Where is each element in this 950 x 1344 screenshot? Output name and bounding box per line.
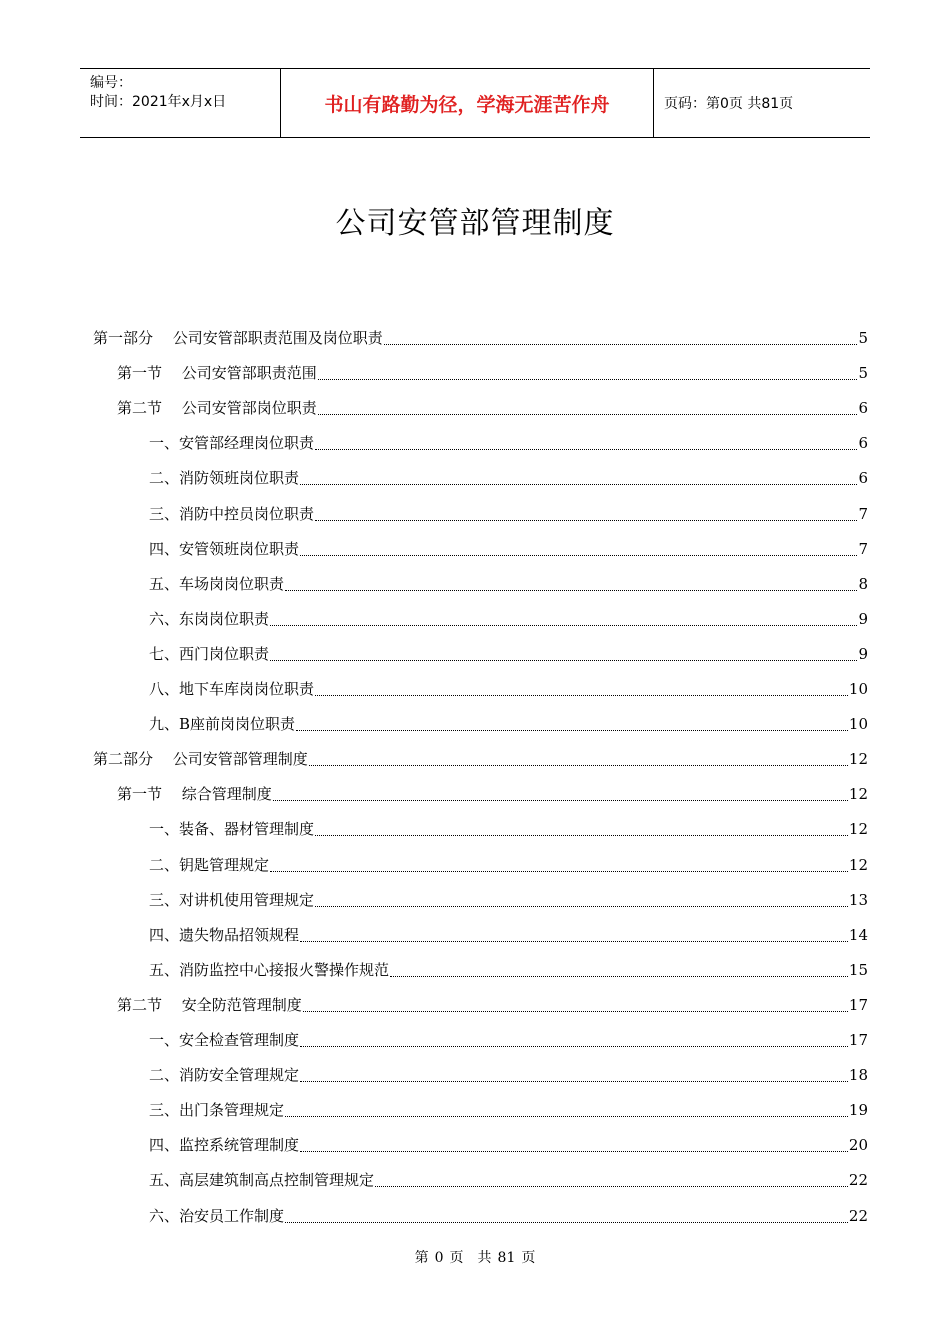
toc-entry-label: 四、监控系统管理制度 — [149, 1136, 300, 1154]
toc-entry-page: 15 — [848, 961, 868, 979]
footer-total-pages: 81 — [497, 1250, 516, 1266]
toc-entry[interactable] — [117, 783, 868, 818]
toc-entry-label: 第二节 安全防范管理制度 — [117, 996, 302, 1014]
toc-entry-page: 5 — [858, 329, 868, 347]
toc-entry[interactable] — [149, 608, 868, 643]
toc-leader-dots — [300, 537, 857, 556]
toc-entry-page: 13 — [848, 891, 868, 909]
toc-entry-label: 第一部分 公司安管部职责范围及岗位职责 — [93, 329, 383, 347]
toc-entry-label: 一、安全检查管理制度 — [149, 1031, 300, 1049]
toc-entry-page: 6 — [858, 434, 868, 452]
toc-entry[interactable] — [149, 889, 868, 924]
toc-entry[interactable] — [149, 924, 868, 959]
toc-entry-page: 12 — [848, 856, 868, 874]
toc-leader-dots — [384, 326, 858, 345]
toc-entry-page: 10 — [848, 715, 868, 733]
toc-entry-page: 22 — [848, 1207, 868, 1225]
toc-leader-dots — [300, 466, 857, 485]
document-number-label: 编号： — [90, 75, 132, 91]
toc-leader-dots — [315, 817, 848, 836]
toc-entry-page: 7 — [858, 505, 868, 523]
toc-leader-dots — [270, 607, 857, 626]
toc-entry-page: 12 — [848, 750, 868, 768]
toc-entry-page: 6 — [858, 469, 868, 487]
toc-entry[interactable] — [149, 959, 868, 994]
toc-leader-dots — [315, 431, 857, 450]
toc-entry-page: 17 — [848, 996, 868, 1014]
toc-entry[interactable] — [149, 818, 868, 853]
header-meta-cell — [80, 69, 281, 137]
toc-leader-dots — [300, 1063, 848, 1082]
header-motto: 书山有路勤为径，学海无涯苦作舟 — [281, 69, 654, 137]
toc-leader-dots — [285, 572, 857, 591]
toc-entry-label: 第二部分 公司安管部管理制度 — [93, 750, 308, 768]
toc-leader-dots — [309, 747, 848, 766]
toc-entry-label: 六、东岗岗位职责 — [149, 610, 270, 628]
toc-entry-page: 9 — [858, 645, 868, 663]
footer-suffix: 页 — [521, 1250, 536, 1266]
toc-entry[interactable] — [149, 1099, 868, 1134]
toc-leader-dots — [300, 1028, 848, 1047]
toc-entry[interactable] — [149, 1029, 868, 1064]
toc-entry[interactable] — [149, 643, 868, 678]
toc-entry-label: 二、钥匙管理规定 — [149, 856, 270, 874]
toc-entry-label: 二、消防领班岗位职责 — [149, 469, 300, 487]
toc-entry[interactable] — [117, 397, 868, 432]
toc-leader-dots — [270, 642, 857, 661]
page-footer — [0, 1247, 950, 1267]
toc-entry-label: 八、地下车库岗岗位职责 — [149, 680, 315, 698]
toc-leader-dots — [285, 1098, 848, 1117]
toc-leader-dots — [273, 782, 848, 801]
toc-entry-page: 18 — [848, 1066, 868, 1084]
toc-entry-label: 第二节 公司安管部岗位职责 — [117, 399, 317, 417]
document-title: 公司安管部管理制度 — [335, 206, 615, 241]
toc-entry[interactable] — [117, 994, 868, 1029]
toc-leader-dots — [285, 1204, 848, 1223]
toc-entry-label: 九、B座前岗岗位职责 — [149, 715, 296, 733]
toc-leader-dots — [300, 1133, 848, 1152]
toc-entry-label: 五、高层建筑制高点控制管理规定 — [149, 1171, 375, 1189]
header-page-info: 页码：第0页 共81页 — [664, 96, 794, 112]
toc-entry-page: 8 — [858, 575, 868, 593]
toc-entry[interactable] — [149, 678, 868, 713]
toc-entry[interactable] — [149, 713, 868, 748]
toc-leader-dots — [318, 396, 858, 415]
toc-entry-page: 12 — [848, 785, 868, 803]
toc-entry-page: 20 — [848, 1136, 868, 1154]
toc-leader-dots — [315, 677, 848, 696]
toc-entry[interactable] — [149, 538, 868, 573]
toc-entry[interactable] — [93, 748, 868, 783]
toc-leader-dots — [300, 923, 848, 942]
toc-entry-page: 22 — [848, 1171, 868, 1189]
toc-entry[interactable] — [149, 467, 868, 502]
toc-entry-label: 五、车场岗岗位职责 — [149, 575, 285, 593]
toc-entry-label: 四、遗失物品招领规程 — [149, 926, 300, 944]
toc-entry[interactable] — [149, 503, 868, 538]
toc-entry-label: 一、安管部经理岗位职责 — [149, 434, 315, 452]
toc-entry-page: 17 — [848, 1031, 868, 1049]
footer-middle: 页 共 — [449, 1250, 492, 1266]
toc-entry[interactable] — [149, 854, 868, 889]
toc-entry-label: 三、出门条管理规定 — [149, 1101, 285, 1119]
toc-entry-page: 7 — [858, 540, 868, 558]
toc-entry-page: 12 — [848, 820, 868, 838]
toc-entry-label: 三、消防中控员岗位职责 — [149, 505, 315, 523]
toc-entry-label: 第一节 综合管理制度 — [117, 785, 272, 803]
toc-entry-label: 六、治安员工作制度 — [149, 1207, 285, 1225]
toc-entry-label: 第一节 公司安管部职责范围 — [117, 364, 317, 382]
toc-entry-label: 四、安管领班岗位职责 — [149, 540, 300, 558]
toc-entry-page: 14 — [848, 926, 868, 944]
toc-entry-page: 6 — [858, 399, 868, 417]
toc-entry-page: 5 — [858, 364, 868, 382]
toc-leader-dots — [318, 361, 858, 380]
toc-leader-dots — [390, 958, 848, 977]
toc-entry[interactable] — [149, 432, 868, 467]
toc-entry-page: 10 — [848, 680, 868, 698]
toc-entry[interactable] — [149, 1205, 868, 1240]
toc-entry-page: 9 — [858, 610, 868, 628]
toc-entry-label: 三、对讲机使用管理规定 — [149, 891, 315, 909]
toc-leader-dots — [375, 1168, 848, 1187]
toc-entry-label: 一、装备、器材管理制度 — [149, 820, 315, 838]
toc-entry[interactable] — [149, 1064, 868, 1099]
footer-current-page: 0 — [434, 1250, 444, 1266]
page-header — [80, 68, 870, 138]
toc-leader-dots — [315, 502, 857, 521]
toc-leader-dots — [270, 853, 848, 872]
toc-entry-page: 19 — [848, 1101, 868, 1119]
toc-entry-label: 五、消防监控中心接报火警操作规范 — [149, 961, 390, 979]
toc-leader-dots — [303, 993, 848, 1012]
footer-prefix: 第 — [414, 1250, 429, 1266]
toc-entry[interactable] — [149, 1169, 868, 1204]
toc-entry[interactable] — [117, 362, 868, 397]
toc-entry-label: 二、消防安全管理规定 — [149, 1066, 300, 1084]
toc-leader-dots — [315, 888, 848, 907]
toc-entry[interactable] — [93, 327, 868, 362]
document-time-label: 时间：2021年x月x日 — [90, 94, 227, 110]
toc-entry[interactable] — [149, 573, 868, 608]
toc-leader-dots — [296, 712, 848, 731]
toc-entry[interactable] — [149, 1134, 868, 1169]
toc-entry-label: 七、西门岗位职责 — [149, 645, 270, 663]
